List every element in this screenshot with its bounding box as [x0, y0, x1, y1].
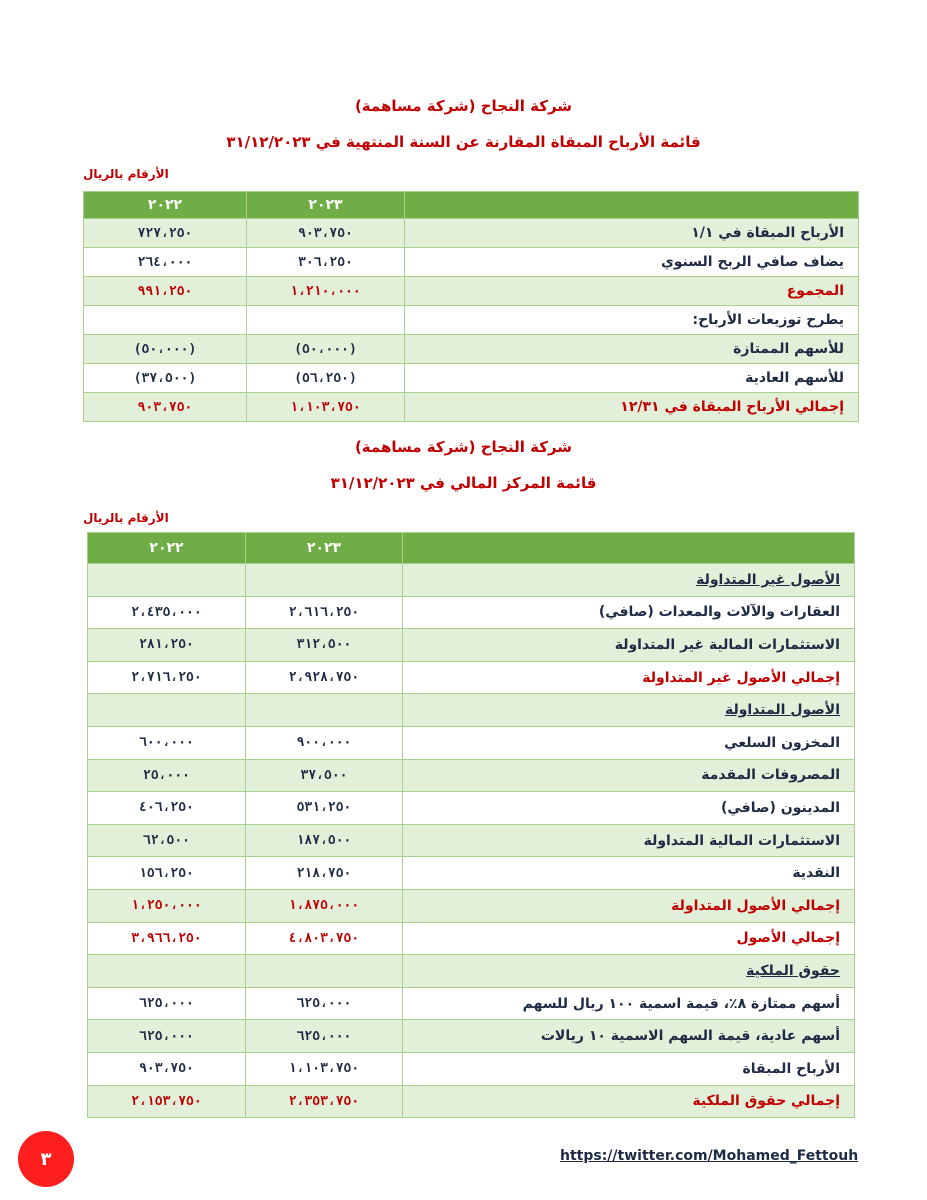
value-2022: ٩٠٣،٧٥٠ — [88, 1052, 246, 1085]
value-2022: ٦٢٥،٠٠٠ — [88, 987, 246, 1020]
header-label — [403, 533, 855, 564]
row-label: إجمالي الأرباح المبقاة في ١٢/٣١ — [405, 393, 859, 422]
table-row — [88, 1020, 855, 1053]
value-2022: ٢،١٥٣،٧٥٠ — [88, 1085, 246, 1118]
row-label: النقدية — [403, 857, 855, 890]
value-2022 — [84, 306, 247, 335]
row-label: العقارات والآلات والمعدات (صافي) — [403, 596, 855, 629]
table-row — [88, 596, 855, 629]
value-2023: ١،٢١٠،٠٠٠ — [247, 277, 405, 306]
row-label: الاستثمارات المالية غير المتداولة — [403, 629, 855, 662]
table-row — [88, 889, 855, 922]
page-number-badge — [18, 1131, 74, 1187]
table-row — [88, 661, 855, 694]
value-2023: ٦٢٥،٠٠٠ — [246, 987, 403, 1020]
section-heading: الأصول غير المتداولة — [403, 564, 855, 597]
value-2023 — [246, 694, 403, 727]
value-2022: ٧٢٧،٢٥٠ — [84, 219, 247, 248]
value-2022: ٦٢،٥٠٠ — [88, 824, 246, 857]
page-number: ٣ — [40, 1148, 52, 1170]
value-2023: (٥٦،٢٥٠) — [247, 364, 405, 393]
table-row — [88, 726, 855, 759]
retained-earnings-table — [83, 191, 859, 422]
table-row — [88, 792, 855, 825]
value-2023: ٢،٦١٦،٢٥٠ — [246, 596, 403, 629]
table-row — [88, 1052, 855, 1085]
value-2023: ٣٠٦،٢٥٠ — [247, 248, 405, 277]
section-heading: حقوق الملكية — [403, 955, 855, 988]
company-name-1: شركة النجاح (شركة مساهمة) — [354, 97, 573, 115]
row-label: الأرباح المبقاة — [403, 1052, 855, 1085]
value-2022: ٢٨١،٢٥٠ — [88, 629, 246, 662]
table-row — [88, 922, 855, 955]
value-2023: ٢١٨،٧٥٠ — [246, 857, 403, 890]
row-label: إجمالي حقوق الملكية — [403, 1085, 855, 1118]
row-label: الاستثمارات المالية المتداولة — [403, 824, 855, 857]
value-2023: ٦٢٥،٠٠٠ — [246, 1020, 403, 1053]
unit-note-1: الأرقام بالريال — [83, 167, 169, 181]
value-2023: ٩٠٠،٠٠٠ — [246, 726, 403, 759]
table-row — [84, 393, 859, 422]
table-row — [88, 629, 855, 662]
row-label: إجمالي الأصول المتداولة — [403, 889, 855, 922]
table-row — [88, 955, 855, 988]
table-row — [84, 364, 859, 393]
table-row — [84, 335, 859, 364]
header-2023: ٢٠٢٣ — [247, 192, 405, 219]
table-row — [88, 987, 855, 1020]
table-row — [88, 759, 855, 792]
row-label: المخزون السلعي — [403, 726, 855, 759]
table-row — [88, 1085, 855, 1118]
row-label: أسهم عادية، قيمة السهم الاسمية ١٠ ريالات — [403, 1020, 855, 1053]
row-label: إجمالي الأصول — [403, 922, 855, 955]
table-header-row — [84, 192, 859, 219]
value-2022: ٤٠٦،٢٥٠ — [88, 792, 246, 825]
row-label: للأسهم الممتازة — [405, 335, 859, 364]
company-name-2: شركة النجاح (شركة مساهمة) — [354, 438, 573, 456]
value-2023: ٩٠٣،٧٥٠ — [247, 219, 405, 248]
value-2023: ٣٧،٥٠٠ — [246, 759, 403, 792]
header-2023: ٢٠٢٣ — [246, 533, 403, 564]
row-label: للأسهم العادية — [405, 364, 859, 393]
header-label — [405, 192, 859, 219]
table-row — [84, 306, 859, 335]
section-heading: الأصول المتداولة — [403, 694, 855, 727]
value-2023 — [247, 306, 405, 335]
value-2023: (٥٠،٠٠٠) — [247, 335, 405, 364]
value-2022: ٢،٤٣٥،٠٠٠ — [88, 596, 246, 629]
row-label: إجمالي الأصول غير المتداولة — [403, 661, 855, 694]
value-2022: ٩٩١،٢٥٠ — [84, 277, 247, 306]
value-2022: ٦٠٠،٠٠٠ — [88, 726, 246, 759]
twitter-link[interactable]: https://twitter.com/Mohamed_Fettouh — [560, 1148, 859, 1164]
table-row — [88, 694, 855, 727]
value-2023: ١،١٠٣،٧٥٠ — [246, 1052, 403, 1085]
value-2022: ٩٠٣،٧٥٠ — [84, 393, 247, 422]
value-2022: ١،٢٥٠،٠٠٠ — [88, 889, 246, 922]
value-2022 — [88, 564, 246, 597]
value-2023: ٤،٨٠٣،٧٥٠ — [246, 922, 403, 955]
table-row — [84, 219, 859, 248]
header-2022: ٢٠٢٢ — [84, 192, 247, 219]
value-2022 — [88, 955, 246, 988]
row-label: الأرباح المبقاة في ١/١ — [405, 219, 859, 248]
row-label: المدينون (صافي) — [403, 792, 855, 825]
unit-note-2: الأرقام بالريال — [83, 511, 169, 525]
value-2022: (٣٧،٥٠٠) — [84, 364, 247, 393]
row-label: أسهم ممتازة ٨٪، قيمة اسمية ١٠٠ ريال للسهم — [403, 987, 855, 1020]
value-2023: ١٨٧،٥٠٠ — [246, 824, 403, 857]
value-2022: ١٥٦،٢٥٠ — [88, 857, 246, 890]
value-2023: ٢،٩٢٨،٧٥٠ — [246, 661, 403, 694]
balance-sheet-table — [87, 532, 855, 1118]
value-2023: ١،١٠٣،٧٥٠ — [247, 393, 405, 422]
table-row — [88, 564, 855, 597]
value-2023 — [246, 955, 403, 988]
value-2023: ٣١٢،٥٠٠ — [246, 629, 403, 662]
table-row — [88, 824, 855, 857]
value-2022: ٣،٩٦٦،٢٥٠ — [88, 922, 246, 955]
table-row — [88, 857, 855, 890]
balance-sheet-title: قائمة المركز المالي في ٣١/١٢/٢٠٢٣ — [330, 474, 597, 492]
value-2022 — [88, 694, 246, 727]
value-2023 — [246, 564, 403, 597]
row-label: يطرح توزيعات الأرباح: — [405, 306, 859, 335]
value-2023: ١،٨٧٥،٠٠٠ — [246, 889, 403, 922]
value-2022: ٢،٧١٦،٢٥٠ — [88, 661, 246, 694]
value-2023: ٥٣١،٢٥٠ — [246, 792, 403, 825]
header-2022: ٢٠٢٢ — [88, 533, 246, 564]
retained-earnings-title: قائمة الأرباح المبقاة المقارنة عن السنة المنتهية في ٣١/١٢/٢٠٢٣ — [226, 133, 701, 151]
value-2022: ٢٦٤،٠٠٠ — [84, 248, 247, 277]
value-2022: ٢٥،٠٠٠ — [88, 759, 246, 792]
table-header-row — [88, 533, 855, 564]
row-label: يضاف صافي الربح السنوي — [405, 248, 859, 277]
value-2022: ٦٢٥،٠٠٠ — [88, 1020, 246, 1053]
row-label: المصروفات المقدمة — [403, 759, 855, 792]
row-label: المجموع — [405, 277, 859, 306]
table-row — [84, 248, 859, 277]
value-2023: ٢،٣٥٣،٧٥٠ — [246, 1085, 403, 1118]
value-2022: (٥٠،٠٠٠) — [84, 335, 247, 364]
table-row — [84, 277, 859, 306]
